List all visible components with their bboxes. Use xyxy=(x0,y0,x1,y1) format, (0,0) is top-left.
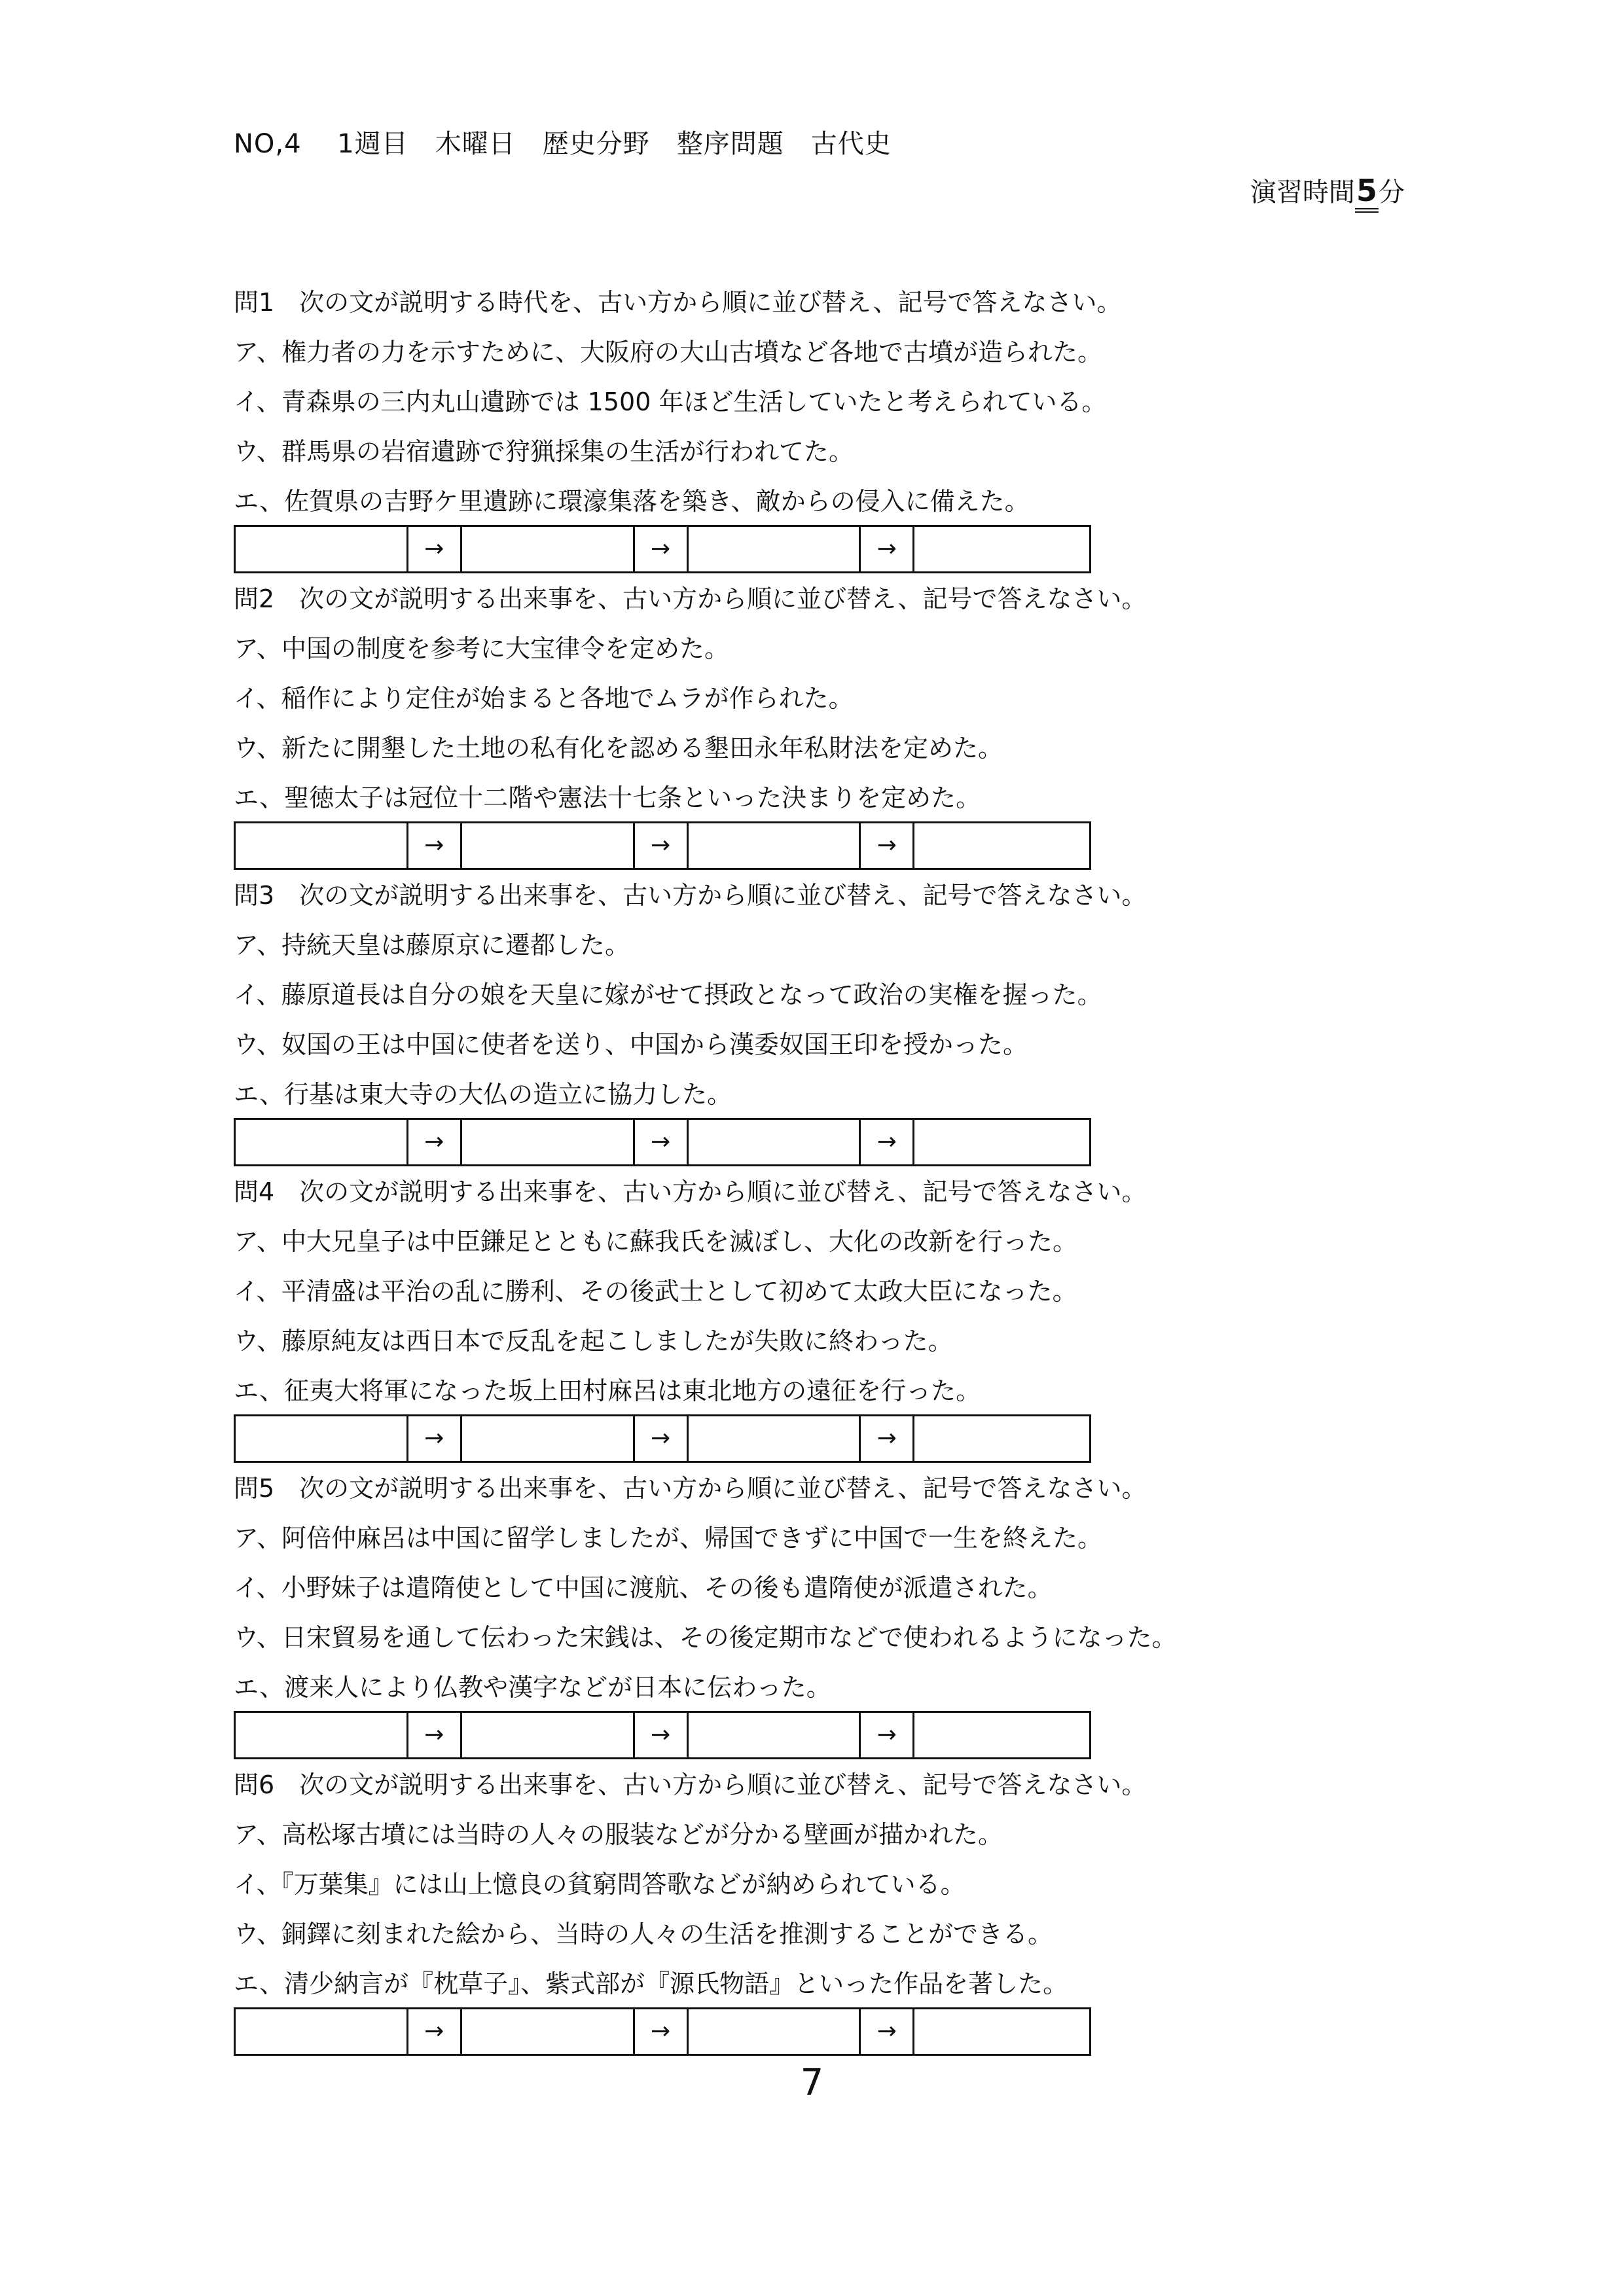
option-e: エ、渡来人により仏教や漢字などが日本に伝わった。 xyxy=(234,1673,831,1702)
answer-box-1[interactable] xyxy=(236,1120,408,1164)
arrow-icon: → xyxy=(408,2009,462,2054)
question-1 xyxy=(234,278,1412,573)
answer-row xyxy=(234,525,1091,573)
arrow-icon: → xyxy=(861,527,914,571)
option-a: ア、権力者の力を示すために、大阪府の大山古墳など各地で古墳が造られた。 xyxy=(234,338,1102,367)
arrow-icon: → xyxy=(635,1416,689,1461)
answer-box-3[interactable] xyxy=(689,527,861,571)
option-e: エ、行基は東大寺の大仏の造立に協力した。 xyxy=(234,1080,732,1109)
answer-box-4[interactable] xyxy=(914,823,1089,868)
answer-box-4[interactable] xyxy=(914,1120,1089,1164)
question-prompt: 問6 次の文が説明する出来事を、古い方から順に並び替え、記号で答えなさい。 xyxy=(234,1770,1147,1799)
option-i: イ、稲作により定住が始まると各地でムラが作られた。 xyxy=(234,684,854,713)
answer-box-1[interactable] xyxy=(236,1416,408,1461)
answer-box-2[interactable] xyxy=(462,1120,635,1164)
option-e: エ、征夷大将軍になった坂上田村麻呂は東北地方の遠征を行った。 xyxy=(234,1376,981,1405)
answer-row xyxy=(234,1414,1091,1463)
answer-box-3[interactable] xyxy=(689,823,861,868)
question-prompt: 問5 次の文が説明する出来事を、古い方から順に並び替え、記号で答えなさい。 xyxy=(234,1474,1147,1503)
answer-box-1[interactable] xyxy=(236,527,408,571)
option-i: イ、『万葉集』には山上憶良の貧窮問答歌などが納められている。 xyxy=(234,1870,965,1899)
option-i: イ、青森県の三内丸山遺跡では 1500 年ほど生活していたと考えられている。 xyxy=(234,387,1107,416)
answer-box-3[interactable] xyxy=(689,1416,861,1461)
arrow-icon: → xyxy=(861,2009,914,2054)
question-prompt: 問4 次の文が説明する出来事を、古い方から順に並び替え、記号で答えなさい。 xyxy=(234,1177,1147,1206)
answer-box-2[interactable] xyxy=(462,527,635,571)
option-a: ア、中国の制度を参考に大宝律令を定めた。 xyxy=(234,634,729,663)
answer-box-2[interactable] xyxy=(462,1713,635,1757)
option-u: ウ、藤原純友は西日本で反乱を起こしましたが失敗に終わった。 xyxy=(234,1327,953,1355)
answer-box-4[interactable] xyxy=(914,2009,1089,2054)
answer-box-2[interactable] xyxy=(462,2009,635,2054)
arrow-icon: → xyxy=(408,1120,462,1164)
option-i: イ、小野妹子は遣隋使として中国に渡航、その後も遣隋使が派遣された。 xyxy=(234,1573,1053,1602)
question-prompt: 問1 次の文が説明する時代を、古い方から順に並び替え、記号で答えなさい。 xyxy=(234,288,1122,317)
answer-row xyxy=(234,821,1091,870)
answer-box-4[interactable] xyxy=(914,1713,1089,1757)
answer-row xyxy=(234,1118,1091,1166)
answer-box-1[interactable] xyxy=(236,2009,408,2054)
answer-row xyxy=(234,1711,1091,1759)
option-i: イ、平清盛は平治の乱に勝利、その後武士として初めて太政大臣になった。 xyxy=(234,1277,1077,1306)
option-i: イ、藤原道長は自分の娘を天皇に嫁がせて摂政となって政治の実権を握った。 xyxy=(234,980,1102,1009)
practice-time-label: 演習時間 xyxy=(1250,177,1355,207)
practice-time xyxy=(1250,171,1405,209)
arrow-icon: → xyxy=(408,1713,462,1757)
answer-box-3[interactable] xyxy=(689,2009,861,2054)
answer-box-3[interactable] xyxy=(689,1713,861,1757)
arrow-icon: → xyxy=(861,1120,914,1164)
option-a: ア、高松塚古墳には当時の人々の服装などが分かる壁画が描かれた。 xyxy=(234,1820,1003,1849)
answer-box-1[interactable] xyxy=(236,823,408,868)
answer-box-2[interactable] xyxy=(462,823,635,868)
arrow-icon: → xyxy=(408,1416,462,1461)
option-u: ウ、銅鐸に刻まれた絵から、当時の人々の生活を推測することができる。 xyxy=(234,1920,1053,1948)
arrow-icon: → xyxy=(861,823,914,868)
option-e: エ、聖徳太子は冠位十二階や憲法十七条といった決まりを定めた。 xyxy=(234,783,981,812)
answer-box-1[interactable] xyxy=(236,1713,408,1757)
option-u: ウ、日宋貿易を通して伝わった宋銭は、その後定期市などで使われるようになった。 xyxy=(234,1623,1177,1652)
page-number: 7 xyxy=(800,2062,824,2104)
answer-box-2[interactable] xyxy=(462,1416,635,1461)
answer-row xyxy=(234,2007,1091,2056)
option-u: ウ、奴国の王は中国に使者を送り、中国から漢委奴国王印を授かった。 xyxy=(234,1030,1028,1059)
practice-time-minutes: 5 xyxy=(1355,173,1379,213)
question-prompt: 問2 次の文が説明する出来事を、古い方から順に並び替え、記号で答えなさい。 xyxy=(234,584,1147,613)
option-u: ウ、新たに開墾した土地の私有化を認める墾田永年私財法を定めた。 xyxy=(234,734,1003,762)
arrow-icon: → xyxy=(408,823,462,868)
question-4 xyxy=(234,1167,1412,1463)
worksheet-header: NO,4 1週目 木曜日 歴史分野 整序問題 古代史 xyxy=(234,129,892,159)
arrow-icon: → xyxy=(635,823,689,868)
practice-time-unit: 分 xyxy=(1379,177,1405,207)
question-6 xyxy=(234,1760,1412,2056)
question-3 xyxy=(234,870,1412,1166)
arrow-icon: → xyxy=(635,527,689,571)
arrow-icon: → xyxy=(635,1120,689,1164)
option-e: エ、清少納言が『枕草子』、紫式部が『源氏物語』といった作品を著した。 xyxy=(234,1969,1068,1998)
arrow-icon: → xyxy=(635,1713,689,1757)
option-a: ア、中大兄皇子は中臣鎌足とともに蘇我氏を滅ぼし、大化の改新を行った。 xyxy=(234,1227,1077,1256)
question-2 xyxy=(234,574,1412,870)
answer-box-3[interactable] xyxy=(689,1120,861,1164)
arrow-icon: → xyxy=(861,1713,914,1757)
option-e: エ、佐賀県の吉野ケ里遺跡に環濠集落を築き、敵からの侵入に備えた。 xyxy=(234,487,1030,516)
arrow-icon: → xyxy=(635,2009,689,2054)
question-5 xyxy=(234,1463,1412,1759)
option-a: ア、持統天皇は藤原京に遷都した。 xyxy=(234,931,630,960)
question-prompt: 問3 次の文が説明する出来事を、古い方から順に並び替え、記号で答えなさい。 xyxy=(234,881,1147,910)
option-a: ア、阿倍仲麻呂は中国に留学しましたが、帰国できずに中国で一生を終えた。 xyxy=(234,1524,1102,1552)
answer-box-4[interactable] xyxy=(914,527,1089,571)
option-u: ウ、群馬県の岩宿遺跡で狩猟採集の生活が行われてた。 xyxy=(234,437,854,466)
answer-box-4[interactable] xyxy=(914,1416,1089,1461)
arrow-icon: → xyxy=(408,527,462,571)
arrow-icon: → xyxy=(861,1416,914,1461)
